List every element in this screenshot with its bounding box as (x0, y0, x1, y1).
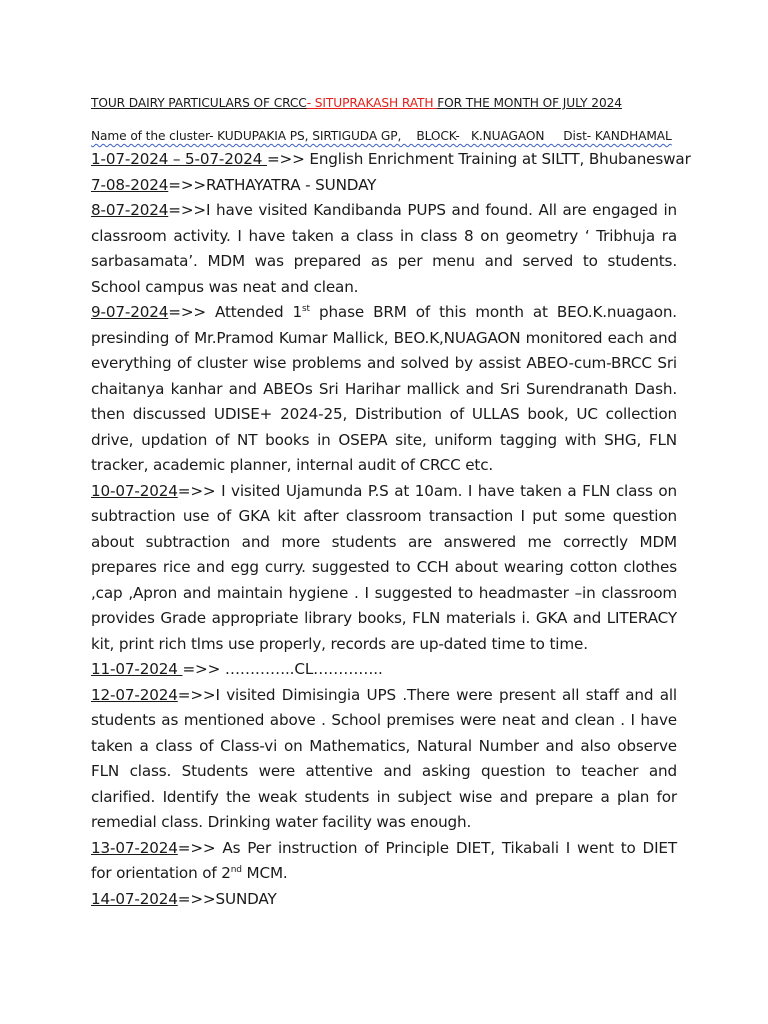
entry-text: MCM. (241, 864, 288, 882)
diary-entry (91, 198, 677, 300)
entry-text: =>> I visited Ujamunda P.S at 10am. I have taken a FLN class on subtraction use of GKA kit after classroom transaction I put some question about subtraction and more students are answered me correctly MDM prepares rice and egg curry. suggested to CCH about wearing cotton clothes ,cap ,Apron and maintain hygiene . I suggested to headmaster –in classroom provides Grade appropriate library books, FLN materials i. GKA and LITERACY kit, print rich tlms use properly, records are up-dated time to time. (91, 481, 677, 653)
entry-date: 13-07-2024 (91, 838, 178, 857)
entry-date: 14-07-2024 (91, 889, 178, 908)
title-suffix: FOR THE MONTH OF JULY 2024 (437, 96, 622, 110)
entry-text: =>>I visited Dimisingia UPS .There were present all staff and all students as mentioned above . School premises were neat and clean . I have taken a class of Class-vi on Mathematics, Natural Number and also observe FLN class. Students were attentive and asking question to teacher and clarified. Identify the weak students in subject wise and prepare a plan for remedial class. Drinking water facility was enough. (91, 685, 677, 831)
diary-entry (91, 836, 677, 887)
cluster-line: Name of the cluster- KUDUPAKIA PS, SIRTIGUDA GP, BLOCK- K.NUAGAON Dist- KANDHAMAL (91, 129, 672, 143)
entry-date: 1-07-2024 – 5-07-2024 (91, 150, 267, 168)
diary-entry (91, 683, 677, 836)
entry-date: 9-07-2024 (91, 303, 169, 321)
entry-date: 12-07-2024 (91, 685, 178, 704)
entry-date: 11-07-2024 (91, 660, 183, 678)
title-prefix: TOUR DAIRY PARTICULARS OF CRCC (91, 96, 307, 110)
crcc-name: - SITUPRAKASH RATH (306, 96, 438, 110)
entry-date: 7-08-2024 (91, 175, 169, 194)
diary-entry (91, 479, 677, 658)
diary-entry (91, 173, 677, 199)
ordinal-suffix: st (302, 304, 310, 314)
entry-text: =>> English Enrichment Training at SILTT, Bhubaneswar (266, 150, 691, 168)
entry-text: =>>SUNDAY (177, 889, 277, 908)
diary-entries (91, 147, 691, 912)
document-title (91, 95, 622, 111)
diary-entry (91, 147, 691, 173)
ordinal-suffix: nd (230, 865, 242, 875)
entry-date: 8-07-2024 (91, 201, 169, 219)
entry-text: =>>RATHAYATRA - SUNDAY (168, 175, 377, 194)
diary-entry (91, 657, 677, 683)
entry-text: phase BRM of this month at BEO.K.nuagaon. presinding of Mr.Pramod Kumar Mallick, BEO.K,NUAGAON monitored each and everything of cluster wise problems and solved by assist ABEO-cum-BRCC Sri chaitanya kanhar and ABEOs Sri Harihar mallick and Sri Surendranath Dash. then discussed UDISE+ 2024-25, Distribution of ULLAS book, UC collection drive, updation of NT books in OSEPA site, uniform tagging with SHG, FLN tracker, academic planner, internal audit of CRCC etc. (91, 303, 677, 474)
diary-entry (91, 887, 677, 913)
entry-text: =>> …………..CL………….. (182, 660, 383, 678)
entry-date: 10-07-2024 (91, 481, 178, 500)
entry-text: =>>I have visited Kandibanda PUPS and found. All are engaged in classroom activity. I have taken a class in class 8 on geometry ‘ Tribhuja ra sarbasamata’. MDM was prepared as per menu and served to students. School campus was neat and clean. (91, 201, 677, 296)
entry-text: =>> As Per instruction of Principle DIET, Tikabali I went to DIET for orientation of 2 (91, 838, 677, 882)
entry-text: =>> Attended 1 (168, 303, 302, 321)
diary-entry (91, 300, 677, 479)
